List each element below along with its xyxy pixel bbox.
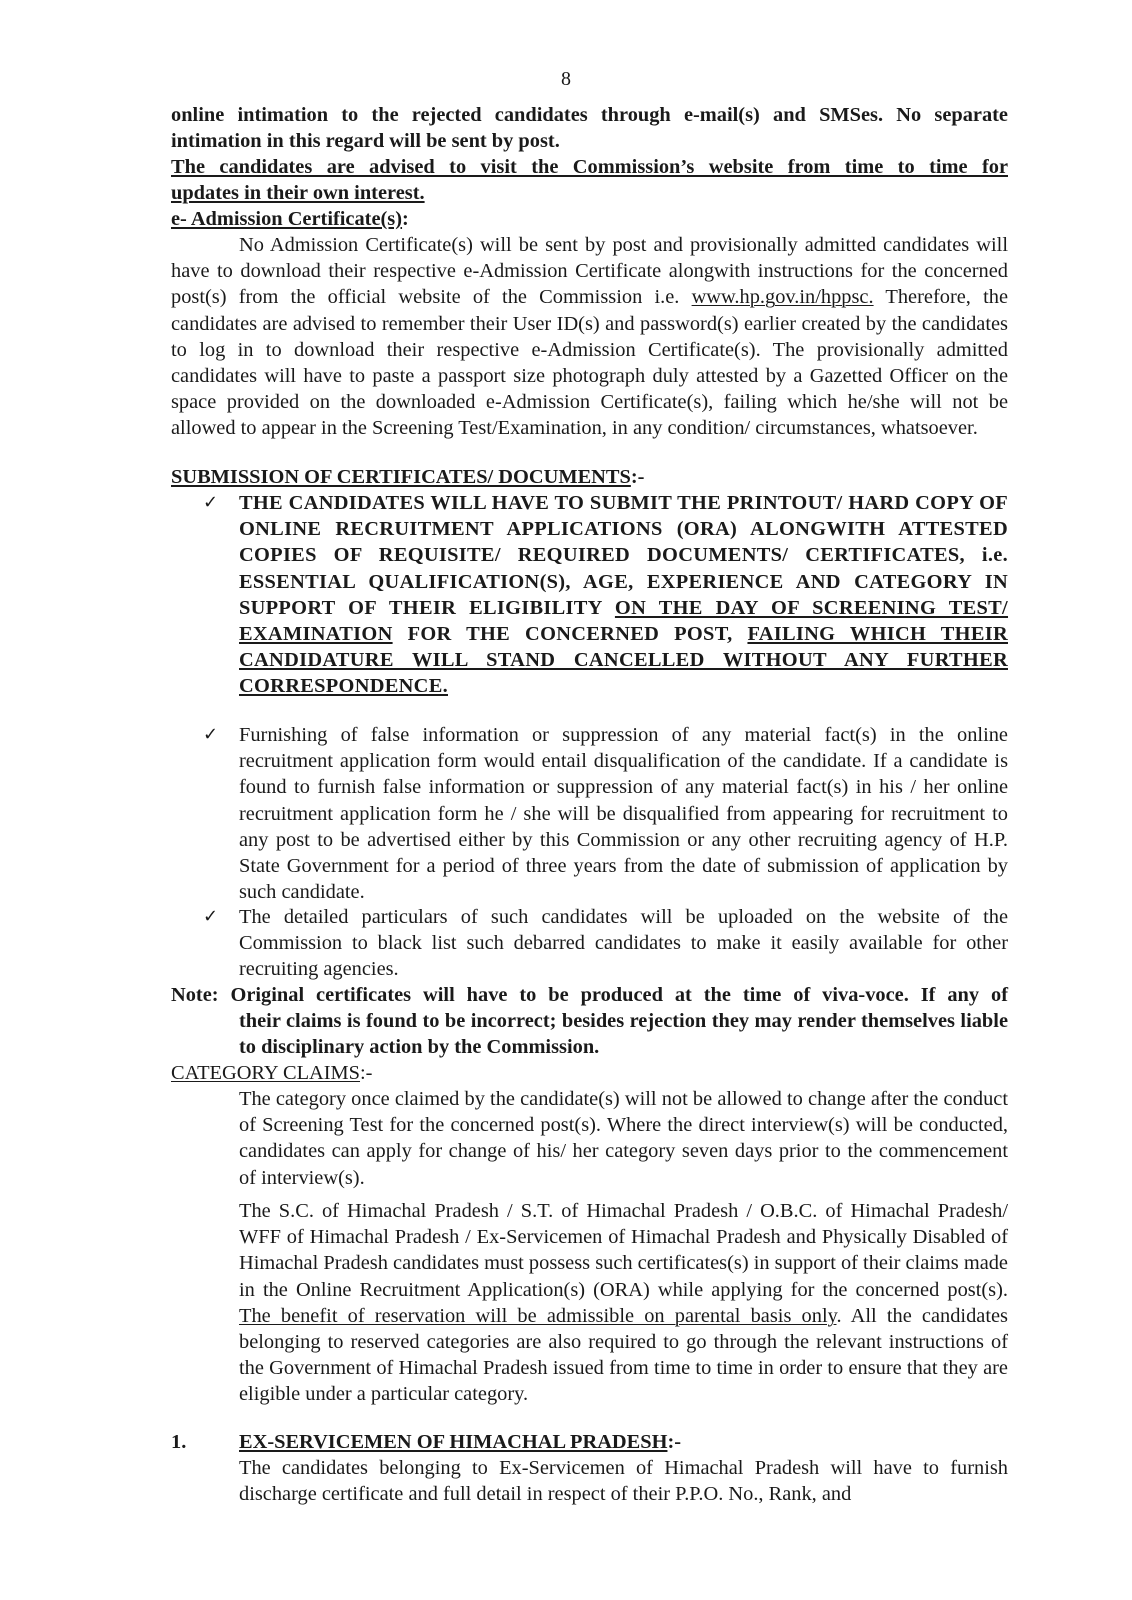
eadmission-heading-suffix: : [402,208,409,230]
bullet1-text-b: ON THE DAY OF SCREENING TEST/ EXAMINATION [239,596,1009,646]
submission-bullet-1 [203,490,1009,700]
intro-line-2: intimation in this regard will be sent by post. [171,130,560,152]
check-icon: ✓ [203,492,219,513]
note-label: Note: [171,984,219,1006]
submission-heading-suffix: :- [630,466,645,488]
note-body: their claims is found to be incorrect; besides rejection they may render themselves liable to disciplinary action by the Commission. [239,1010,1008,1059]
category-para2-a: The S.C. of Himachal Pradesh / S.T. of Himachal Pradesh / O.B.C. of Himachal Pradesh/ WFF of Himachal Pradesh / Ex-Servicemen of Himachal Pradesh and Physically Disabled of Himachal Pradesh candidates must possess such certificates(s) in support of their claims made in the Online Recruitment Application(s) (ORA) while applying for the concerned post(s). [239,1200,1008,1301]
submission-bullet-2 [203,722,1008,905]
section-1-title-text: EX-SERVICEMEN OF HIMACHAL PRADESH [239,1431,668,1453]
note-text-1: Original certificates will have to be produced at the time of viva-voce. If any of [230,984,1008,1006]
category-paragraph-2 [239,1198,1008,1408]
bullet1-text-a: THE CANDIDATES WILL HAVE TO SUBMIT THE PRINTOUT/ HARD COPY OF ONLINE RECRUITMENT APPLICATIONS (ORA) ALONGWITH ATTESTED COPIES OF REQUISITE/ REQUIRED DOCUMENTS/ CERTIFICATES, i.e. ESSENTIAL QUALIFICATION(S), AGE, EXPERIENCE AND CATEGORY IN SUPPORT OF THEIR ELIGIBILITY [239,492,1008,619]
check-icon: ✓ [203,724,219,745]
category-paragraph-1: The category once claimed by the candidate(s) will not be allowed to change after the conduct of Screening Test for the concerned post(s). Where the direct interview(s) will be conducted, candidates can apply for change of his/ her category seven days prior to the commencement of interview(s). [239,1088,1008,1189]
submission-heading-text: SUBMISSION OF CERTIFICATES/ DOCUMENTS [171,466,631,488]
eadmission-heading [171,206,1008,232]
advice-text-2: updates in their own interest. [171,182,425,204]
advice-line-2 [171,180,1008,206]
category-heading [171,1060,1008,1086]
bullet1-text-d: FAILING WHICH THEIR CANDIDATURE WILL STAND CANCELLED WITHOUT ANY FURTHER CORRESPONDENCE. [239,623,1008,698]
section-1-title [239,1429,681,1455]
submission-heading [171,464,1008,490]
category-para2-b: The benefit of reservation will be admissible on parental basis only [239,1304,837,1327]
bullet3-text: The detailed particulars of such candidates will be uploaded on the website of the Commission to black list such debarred candidates to make it easily available for other recruiting agencies. [239,906,1008,981]
check-icon: ✓ [203,906,219,927]
eadmission-paragraph [171,232,1008,442]
advice-line-1 [171,154,1008,180]
bullet2-text: Furnishing of false information or suppression of any material fact(s) in the online recruitment application form would entail disqualification of the candidate. If a candidate is found to furnish false information or suppression of any material fact(s) in his / her online recruitment application form he / she will be disqualified from appearing for recruitment to any post to be advertised either by this Commission or any other recruiting agency of H.P. State Government for a period of three years from the date of submission of application by such candidate. [239,724,1008,904]
submission-bullet-3 [203,904,1008,983]
category-para2-c: . All the candidates belonging to reserved categories are also required to go through the relevant instructions of the Government of Himachal Pradesh issued from time to time in order to ensure that they are eligible under a particular category. [239,1304,1008,1406]
commission-website-link[interactable]: www.hp.gov.in/hppsc. [691,286,874,309]
bullet1-text-c: FOR THE CONCERNED POST, [392,623,748,646]
category-heading-text: CATEGORY CLAIMS [171,1062,361,1084]
advice-text-1: The candidates are advised to visit the Commission’s website from time to time for [171,156,1008,178]
eadmission-text-a: No Admission Certificate(s) will be sent by post and provisionally admitted candidates will have to download their respective e-Admission Certificate alongwith instructions for the concerned post(s) from the official website of the Commission i.e. [171,234,1008,309]
section-1-title-suffix: :- [667,1431,682,1453]
eadmission-heading-text: e- Admission Certificate(s) [171,208,403,230]
section-1-paragraph: The candidates belonging to Ex-Servicemen of Himachal Pradesh will have to furnish discharge certificate and full detail in respect of their P.P.O. No., Rank, and [239,1457,1008,1506]
intro-line-1: online intimation to the rejected candidates through e-mail(s) and SMSes. No separate [171,104,1008,126]
category-heading-suffix: :- [360,1062,373,1084]
page-number: 8 [561,68,571,90]
note-line-1 [171,982,1008,1008]
eadmission-text-b: Therefore, the candidates are advised to remember their User ID(s) and password(s) earlier created by the candidates to log in to download their respective e-Admission Certificate(s). The provisionally admitted candidates will have to paste a passport size photograph duly attested by a Gazetted Officer on the space provided on the downloaded e-Admission Certificate(s), failing which he/she will not be allowed to appear in the Screening Test/Examination, in any condition/ circumstances, whatsoever. [171,286,1008,440]
section-1-number: 1. [171,1431,187,1453]
